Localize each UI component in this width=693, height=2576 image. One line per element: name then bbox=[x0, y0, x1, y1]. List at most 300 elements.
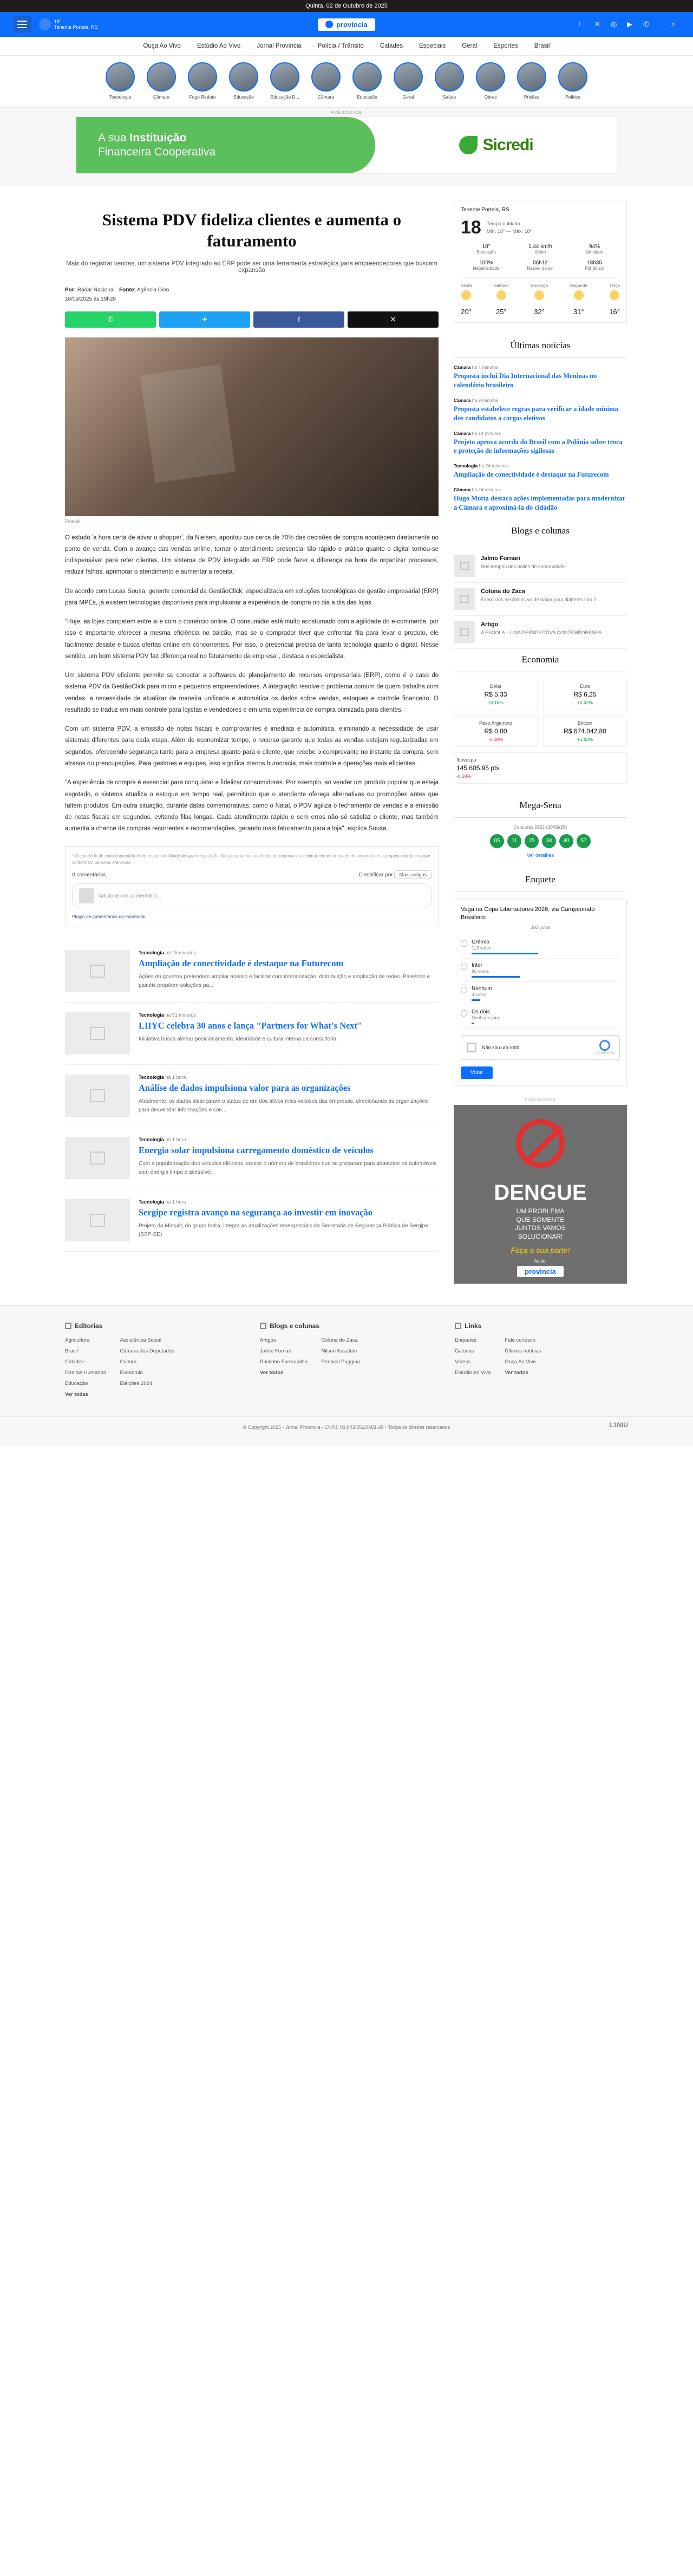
latest-news-heading: Últimas notícias bbox=[454, 335, 627, 358]
category-thumb-icon bbox=[435, 62, 464, 92]
footer-see-all-link[interactable]: Ver todas bbox=[65, 1391, 88, 1397]
poll-option[interactable] bbox=[461, 935, 620, 959]
list-item[interactable] bbox=[454, 431, 627, 456]
nav-item-0[interactable]: Ouça Ao Vivo bbox=[143, 43, 181, 49]
nav-item-3[interactable]: Polícia / Trânsito bbox=[317, 43, 364, 49]
radio-icon[interactable] bbox=[461, 964, 467, 970]
footer-title: Links bbox=[465, 1322, 482, 1330]
sun-icon bbox=[574, 290, 584, 300]
mega-sena-heading: Mega-Sena bbox=[454, 795, 627, 818]
article-paragraph: O estudo 'a hora certa de ativar o shopper', da Nielsen, apontou que cerca de 70% das decisões de compra acontecem diretamente no ponto de venda. Com o avanço das vendas online, tornar o atendimento presencial tão rápido e prático quanto o digital tornou-se indispensável para reter clientes. Um sistema de PDV integrado ao ERP pode fazer a diferença na hora de organizar processos, reduzir falhas, aprimorar o atendimento e aumentar a receita. bbox=[65, 534, 439, 576]
dengue-ad-cta: Faça a sua parte! bbox=[511, 1245, 570, 1254]
source-name: Agência Dino bbox=[136, 287, 169, 293]
forecast-day bbox=[461, 283, 472, 316]
list-item[interactable] bbox=[454, 550, 627, 583]
weather-feels-label: Sensação bbox=[476, 250, 496, 255]
related-news-list bbox=[65, 940, 439, 1252]
econ-name: Peso Argentino bbox=[479, 720, 513, 726]
x-share-button[interactable]: ✕ bbox=[348, 311, 439, 328]
list-item[interactable] bbox=[65, 1065, 439, 1127]
blog-desc: A ESCOLA – UMA PERSPECTIVA CONTEMPORÂNEA bbox=[481, 629, 602, 635]
news-title[interactable]: Ampliação de conectividade é destaque na Futurecom bbox=[139, 958, 344, 969]
forecast-day bbox=[609, 283, 620, 316]
footer-column-links bbox=[455, 1322, 628, 1402]
vote-button[interactable]: Votar bbox=[461, 1066, 493, 1079]
mega-ball: 40 bbox=[559, 834, 573, 848]
econ-item bbox=[543, 679, 627, 710]
poll-option[interactable] bbox=[461, 959, 620, 982]
news-title[interactable]: Energia solar impulsiona carregamento doméstico de veículos bbox=[139, 1145, 374, 1156]
article-subtitle: Mais do registrar vendas, um sistema PDV integrado ao ERP pode ser uma ferramenta estratégica para empreendedores que buscam expansão bbox=[66, 260, 437, 274]
blog-desc: Exercícios aeróbicos vo de baixo para diabetes tipo 2 bbox=[481, 596, 597, 602]
article-column bbox=[65, 200, 439, 1284]
category-label: Fogo Reduto bbox=[189, 94, 216, 100]
mega-sena-widget bbox=[454, 824, 627, 858]
nav-item-2[interactable]: Jornal Província bbox=[257, 43, 302, 49]
footer-link[interactable]: Eleições 2024 bbox=[120, 1380, 153, 1387]
weather-location: Tenente Portela, RS bbox=[461, 207, 509, 213]
category-item[interactable] bbox=[516, 62, 547, 100]
social-links bbox=[578, 20, 680, 29]
category-item[interactable] bbox=[228, 62, 259, 100]
poll-option-bar bbox=[472, 999, 480, 1001]
footer-link[interactable]: Ouça Ao Vivo bbox=[505, 1358, 536, 1365]
category-item[interactable] bbox=[557, 62, 589, 100]
image-placeholder-icon bbox=[460, 562, 469, 570]
econ-name: Euro bbox=[579, 683, 590, 689]
list-item[interactable] bbox=[65, 1127, 439, 1189]
category-label: Educação D... bbox=[270, 94, 299, 100]
list-item[interactable] bbox=[454, 487, 627, 512]
article-paragraph: "A experiência de compra é essencial para conquistar e fidelizar consumidores. Por exemplo, ao vender um produto popular que esteja esgotado, o sistema atualiza o estoque em tempo real, permitindo que o atendente ofereça alternativas ou promoções antes que faltem produtos. Em outra situação, durante datas comemorativas, como o Natal, o PDV agiliza o fechamento de vendas e a emissão de notas fiscais em segundos, evitando filas longas. Cada atendimento rápido e sem erros não só satisfaz o cliente, mas também aumenta a chance de compras recorrentes e recomendações, gerando mais faturamento para a loja", explica Sousa. bbox=[65, 779, 439, 832]
dengue-ad-line4: SOLUCIONAR! bbox=[518, 1233, 563, 1241]
side-news-time: há 24 minutos bbox=[472, 487, 501, 493]
radio-icon[interactable] bbox=[461, 1010, 467, 1017]
footer-link[interactable]: Agricultura bbox=[65, 1337, 90, 1343]
list-icon bbox=[65, 1323, 71, 1329]
footer-link[interactable]: Fale conosco bbox=[505, 1337, 535, 1343]
news-excerpt: Atualmente, os dados alcançaram o status de um dos ativos mais valiosos das empresas, direcionando as organizações para desvendar informações e con... bbox=[139, 1098, 428, 1113]
ad-line1: A sua bbox=[98, 131, 127, 144]
facebook-comments-plugin-link[interactable]: Plugin de comentários do Facebook bbox=[72, 914, 146, 920]
forecast-day bbox=[494, 283, 509, 316]
weather-humidity: 94% bbox=[589, 244, 600, 250]
footer-link[interactable]: Artigos bbox=[260, 1337, 276, 1343]
footer-link[interactable]: Assistência Social bbox=[120, 1337, 162, 1343]
side-news-title[interactable]: Hugo Motta destaca ações implementadas para modernizar a Câmara e aproximá-la do cidadão bbox=[454, 495, 626, 511]
category-item[interactable] bbox=[434, 62, 465, 100]
blog-avatar bbox=[454, 588, 475, 610]
checkbox-icon[interactable] bbox=[467, 1043, 476, 1052]
category-thumb-icon bbox=[229, 62, 258, 92]
list-item[interactable] bbox=[65, 1189, 439, 1252]
econ-name: Ibovespa bbox=[456, 757, 476, 763]
econ-change: +1,83% bbox=[577, 736, 593, 742]
weather-humidity-label: Umidade bbox=[585, 250, 603, 255]
site-footer bbox=[0, 1305, 693, 1446]
side-news-time: há 14 minutos bbox=[472, 430, 501, 436]
econ-name: Dólar bbox=[489, 683, 502, 689]
side-news-category: Câmara bbox=[454, 365, 471, 370]
poll-widget bbox=[454, 899, 627, 1086]
top-ad-banner[interactable] bbox=[76, 116, 617, 174]
footer-link[interactable]: Jalmo Fornari bbox=[260, 1348, 292, 1354]
news-excerpt: Projeto da Minsait, do grupo Indra, integra as atualizações emergenciais da Secretaria de Segurança Pública de Sergipe (SSP-SE) bbox=[139, 1222, 428, 1238]
main-navigation bbox=[0, 37, 693, 56]
category-label: Geral bbox=[402, 94, 414, 100]
avatar bbox=[79, 888, 94, 903]
forecast-day bbox=[570, 283, 587, 316]
footer-link[interactable]: Enquetes bbox=[455, 1337, 477, 1343]
category-thumb-icon bbox=[352, 62, 382, 92]
weather-feels: 18° bbox=[482, 244, 491, 250]
ad-copy bbox=[76, 117, 375, 173]
poll-option[interactable] bbox=[461, 982, 620, 1005]
list-item[interactable] bbox=[454, 463, 627, 479]
weather-condition: Tempo nublado bbox=[486, 221, 520, 226]
category-label: Saúde bbox=[442, 94, 456, 100]
news-category: Tecnologia bbox=[139, 1012, 164, 1018]
comment-input-placeholder[interactable]: Adicione um comentário... bbox=[99, 893, 161, 899]
forecast-day-label: Terça bbox=[609, 283, 620, 288]
facebook-share-button[interactable]: f bbox=[253, 311, 344, 328]
footer-title: Blogs e colunas bbox=[270, 1322, 320, 1330]
category-label: Política bbox=[565, 94, 580, 100]
list-item[interactable] bbox=[454, 365, 627, 390]
footer-link[interactable]: Paulinho Farroupilha bbox=[260, 1358, 308, 1365]
category-label: Câmara bbox=[153, 94, 170, 100]
poll-option[interactable] bbox=[461, 1005, 620, 1029]
side-news-category: Câmara bbox=[454, 430, 471, 436]
header-weather-city: Tenente Portela, RS bbox=[54, 24, 98, 30]
article-paragraph: De acordo com Lucas Sousa, gerente comercial da GestãoClick, especializada em soluções tecnológicas de gestão empresarial (ERP) para MPEs, já existem tecnologias disponíveis para impulsionar a experiência de compra no dia a dia das lojas. bbox=[65, 588, 439, 606]
cloud-icon bbox=[39, 18, 51, 30]
nav-item-8[interactable]: Brasil bbox=[534, 43, 550, 49]
instagram-icon[interactable]: ◎ bbox=[611, 20, 617, 28]
dengue-ad-sponsor: provincia bbox=[517, 1266, 564, 1277]
econ-item bbox=[454, 715, 538, 747]
economy-heading: Economia bbox=[454, 649, 627, 672]
econ-change: +0,18% bbox=[487, 699, 504, 705]
category-item[interactable] bbox=[146, 62, 177, 100]
header-weather-temp: 18° bbox=[54, 19, 62, 24]
nav-item-1[interactable]: Estúdio Ao Vivo bbox=[197, 43, 241, 49]
mega-ball: 57 bbox=[577, 834, 591, 848]
category-label: Tecnologia bbox=[109, 94, 132, 100]
poll-option-bar bbox=[472, 953, 538, 954]
weather-wind-label: Vento bbox=[534, 250, 546, 255]
mega-sena-details-link[interactable]: Ver detalhes bbox=[526, 852, 554, 858]
category-label: Educação bbox=[233, 94, 254, 100]
news-time: há 1 hora bbox=[165, 1075, 186, 1081]
site-logo[interactable] bbox=[318, 18, 375, 31]
category-item[interactable] bbox=[475, 62, 506, 100]
facebook-icon[interactable]: f bbox=[578, 20, 580, 28]
share-bar bbox=[65, 311, 439, 328]
weather-cloud-label: Nebulosidade bbox=[473, 266, 500, 271]
image-placeholder-icon bbox=[460, 628, 469, 636]
side-news-category: Câmara bbox=[454, 487, 471, 493]
sidebar bbox=[454, 200, 627, 1284]
category-thumb-icon bbox=[147, 62, 176, 92]
image-placeholder-icon bbox=[460, 595, 469, 603]
search-icon[interactable]: ⌕ bbox=[671, 20, 676, 28]
weather-sunrise-value: 06h12 bbox=[533, 260, 548, 266]
forecast-temp: 20° bbox=[461, 308, 472, 316]
youtube-icon[interactable]: ▶ bbox=[627, 20, 632, 28]
mega-sena-contest: Concurso 2921 (30/09/25) bbox=[513, 824, 567, 830]
forecast-temp: 31° bbox=[573, 308, 584, 316]
forecast-day bbox=[531, 283, 548, 316]
weather-wind: 1.44 km/h bbox=[528, 244, 552, 250]
cloud-icon bbox=[610, 290, 619, 300]
developer-credit[interactable]: L1NIU bbox=[609, 1421, 628, 1429]
blog-title[interactable]: Coluna do Zaca bbox=[481, 588, 525, 595]
footer-link[interactable]: Cidades bbox=[65, 1358, 84, 1365]
side-news-time: há 24 minutos bbox=[479, 463, 508, 469]
footer-see-all-link[interactable]: Ver todos bbox=[505, 1369, 528, 1376]
dengue-ad-title: DENGUE bbox=[494, 1181, 587, 1205]
blogs-heading: Blogs e colunas bbox=[454, 520, 627, 543]
side-news-category: Tecnologia bbox=[454, 463, 478, 469]
forecast-temp: 16° bbox=[609, 308, 620, 316]
dengue-ad-sponsor-label: Apoio: bbox=[534, 1258, 547, 1264]
top-date-bar bbox=[0, 0, 693, 12]
news-category: Tecnologia bbox=[139, 1199, 164, 1205]
category-thumb-icon bbox=[188, 62, 217, 92]
footer-link[interactable]: Direitos Humanos bbox=[65, 1369, 106, 1376]
author-label: Por: bbox=[65, 287, 76, 293]
poll-option-label: Nenhum bbox=[472, 985, 492, 992]
category-item[interactable] bbox=[187, 62, 218, 100]
side-news-title[interactable]: Ampliação de conectividade é destaque na Futurecom bbox=[454, 471, 609, 479]
poll-option-bar bbox=[472, 976, 520, 978]
image-placeholder-icon bbox=[90, 1089, 105, 1102]
recaptcha-brand: reCAPTCHA bbox=[596, 1040, 614, 1055]
current-date: Quinta, 02 de Outubro de 2025 bbox=[305, 3, 388, 9]
side-news-time: há 9 minutos bbox=[472, 397, 499, 403]
news-time: há 51 minutos bbox=[165, 1012, 196, 1018]
footer-link[interactable]: Brasil bbox=[65, 1348, 78, 1354]
forecast-day-label: Sábado bbox=[494, 283, 509, 288]
news-excerpt: Com a popularização dos veículos elétricos, cresce o número de brasileiros que se preparam para abastecer os automóveis com energia limpa e acessível. bbox=[139, 1160, 437, 1175]
news-title[interactable]: Sergipe registra avanço na segurança ao investir em inovação bbox=[139, 1207, 373, 1218]
weather-cloud-value: 100% bbox=[479, 260, 493, 266]
poll-option-count: 4 votos bbox=[472, 991, 487, 997]
category-thumb-icon bbox=[270, 62, 299, 92]
category-label: Prisões bbox=[524, 94, 540, 100]
link-icon bbox=[455, 1323, 461, 1329]
comments-sort-select[interactable]: Mais antigos bbox=[394, 870, 432, 879]
blog-avatar bbox=[454, 555, 475, 577]
list-item[interactable] bbox=[454, 583, 627, 616]
page-title: Sistema PDV fideliza clientes e aumenta o faturamento bbox=[102, 210, 402, 250]
nav-item-7[interactable]: Esportes bbox=[493, 43, 518, 49]
blog-avatar bbox=[454, 621, 475, 643]
footer-link[interactable]: Câmara dos Deputados bbox=[120, 1348, 174, 1354]
econ-item bbox=[543, 715, 627, 747]
footer-link[interactable]: Coluna do Zaca bbox=[321, 1337, 358, 1343]
econ-value: R$ 0,00 bbox=[484, 727, 507, 735]
forecast-day-label: Segunda bbox=[570, 283, 587, 288]
comments-section bbox=[65, 846, 439, 927]
footer-link[interactable]: Educação bbox=[65, 1380, 88, 1387]
poll-option-label: Os dois bbox=[472, 1009, 490, 1015]
news-thumbnail bbox=[65, 1075, 130, 1117]
list-item[interactable] bbox=[454, 398, 627, 423]
news-category: Tecnologia bbox=[139, 1137, 164, 1143]
comment-input-row[interactable] bbox=[72, 883, 432, 908]
list-item[interactable] bbox=[65, 940, 439, 1003]
recaptcha-icon bbox=[599, 1040, 610, 1051]
nav-item-5[interactable]: Especiais bbox=[419, 43, 446, 49]
footer-link[interactable]: Economia bbox=[120, 1369, 143, 1376]
forecast-day-label: Domingo bbox=[531, 283, 548, 288]
dengue-ad-line1: UM PROBLEMA bbox=[516, 1207, 565, 1215]
econ-value: R$ 674.042,80 bbox=[564, 727, 606, 735]
byline bbox=[65, 285, 439, 304]
image-credit: Freepik bbox=[65, 518, 81, 524]
blog-desc: Nos tempos dos bailes de comunidade bbox=[481, 563, 565, 569]
news-excerpt: Ações do governo pretendem ampliar acesso e facilitar com interiorização, distribuição e ampliação de redes. Palestras e painéis propõem soluções pa... bbox=[139, 973, 430, 988]
logo-text: provincia bbox=[336, 20, 368, 29]
forecast-temp: 32° bbox=[534, 308, 545, 316]
footer-title: Editorias bbox=[75, 1322, 103, 1330]
category-label: Educação bbox=[357, 94, 377, 100]
news-excerpt: Iniciativa busca alinhar posicionamento, identidade e cultura interna da consultoria. bbox=[139, 1036, 338, 1042]
news-title[interactable]: LIIYC celebra 30 anos e lança "Partners for What's Next" bbox=[139, 1020, 363, 1031]
footer-column-editorias bbox=[65, 1322, 238, 1402]
category-thumb-icon bbox=[106, 62, 135, 92]
weather-range: Mín. 18° — Máx. 18° bbox=[486, 228, 532, 234]
econ-value: R$ 5,33 bbox=[484, 690, 507, 698]
source-label: Fonte: bbox=[119, 287, 136, 293]
image-placeholder-icon bbox=[90, 1214, 105, 1227]
article-paragraph: Com um sistema PDV, a emissão de notas fiscais e comprovantes é imediata e automática, eliminando a necessidade de usar sistemas diferentes para cada etapa. Além de economizar tempo, o recurso garante que todas as vendas estejam regularizadas em segundos, oferecendo segurança tanto para a empresa quanto para o cliente, que recebe o comprovante no instante da compra, sem atrasos ou preocupações. Para gestores e equipes, isso significa menos burocracia, mais controle e operações mais eficientes. bbox=[65, 726, 439, 767]
nav-item-6[interactable]: Geral bbox=[462, 43, 478, 49]
footer-column-blogs bbox=[260, 1322, 433, 1402]
poll-option-bar bbox=[472, 1023, 474, 1024]
poll-option-label: Inter bbox=[472, 962, 483, 968]
article-paragraph: "Hoje, as lojas competem entre si e com o comércio online. O consumidor está muito acostumado com a agilidade do e-commerce, por isso é importante oferecer a mesma eficiência no balcão, mas se o comprador tiver que enfrentar fila para levar o produto, ele facilmente desiste e busca ofertas online em concorrentes. Por isso, o presencial precisa de tanta tecnologia quanto o digital. Nesse sentido, um bom sistema PDV faz diferença real no faturamento da empresa", destaca o especialista. bbox=[65, 619, 439, 660]
menu-toggle-button[interactable] bbox=[13, 16, 31, 32]
category-item[interactable] bbox=[269, 62, 300, 100]
publish-date: 18/09/2025 às 19h28 bbox=[65, 296, 116, 302]
blog-title[interactable]: Artigo bbox=[481, 621, 499, 628]
category-thumb-icon bbox=[558, 62, 587, 92]
footer-link[interactable]: Estúdio Ao Vivo bbox=[455, 1369, 491, 1376]
mega-ball: 11 bbox=[507, 834, 521, 848]
category-item[interactable] bbox=[104, 62, 136, 100]
hero-image-block bbox=[65, 337, 439, 532]
weather-widget bbox=[454, 200, 627, 323]
econ-item bbox=[454, 679, 538, 710]
weather-sunrise-label: Nascer do sol bbox=[527, 266, 554, 271]
blog-title[interactable]: Jalmo Fornari bbox=[481, 555, 520, 562]
ad-label: PUBLICIDADE bbox=[525, 1097, 556, 1102]
weather-sunset-value: 18h35 bbox=[587, 260, 602, 266]
poll-option-count: 112 votos bbox=[472, 945, 492, 951]
econ-change: -0,68% bbox=[456, 773, 471, 779]
comments-count: 0 comentários bbox=[72, 872, 106, 879]
whatsapp-icon[interactable]: ✆ bbox=[643, 20, 649, 28]
footer-link[interactable]: Cultura bbox=[120, 1358, 137, 1365]
news-thumbnail bbox=[65, 1199, 130, 1241]
recaptcha-label: Não sou um robô bbox=[482, 1044, 520, 1050]
footer-link[interactable]: Galerias bbox=[455, 1348, 474, 1354]
x-icon[interactable]: ✕ bbox=[594, 20, 600, 28]
ad-brand-name: Sicredi bbox=[482, 136, 533, 154]
poll-option-count: 86 votos bbox=[472, 968, 489, 974]
comment-icon bbox=[260, 1323, 266, 1329]
econ-change: -0,00% bbox=[488, 736, 503, 742]
category-thumb-icon bbox=[517, 62, 546, 92]
nav-item-4[interactable]: Cidades bbox=[380, 43, 403, 49]
category-item[interactable] bbox=[310, 62, 342, 100]
poll-option-count: Nenhum voto bbox=[472, 1014, 499, 1020]
category-thumb-icon bbox=[394, 62, 423, 92]
econ-value: 145.605,95 pts bbox=[456, 764, 500, 772]
footer-see-all-link[interactable]: Ver todos bbox=[260, 1369, 284, 1376]
econ-item bbox=[454, 752, 627, 784]
recaptcha-widget[interactable] bbox=[461, 1035, 620, 1060]
footer-link[interactable]: Nilson Kasztein bbox=[321, 1348, 357, 1354]
econ-name: Bitcoin bbox=[577, 720, 592, 726]
whatsapp-share-button[interactable]: ✆ bbox=[65, 311, 156, 328]
ad-brand bbox=[375, 117, 617, 173]
category-item[interactable] bbox=[393, 62, 424, 100]
footer-link[interactable]: Últimas notícias bbox=[505, 1348, 541, 1354]
header-weather[interactable] bbox=[39, 18, 98, 30]
weather-temperature: 18 bbox=[461, 217, 481, 238]
category-label: Obras bbox=[484, 94, 497, 100]
footer-link[interactable]: Vídeos bbox=[455, 1358, 471, 1365]
poll-heading: Enquete bbox=[454, 869, 627, 892]
forecast-temp: 25° bbox=[495, 308, 507, 316]
comments-disclaimer: * O conteúdo de cada comentário é de responsabilidade de quem registrá-lo. Nos reservamos ao direito de reprovar ou eliminar comentários em desacordo com a proposta do site ou que contenham palavras ofensivas bbox=[72, 853, 430, 866]
image-placeholder-icon bbox=[90, 1152, 105, 1165]
side-news-title[interactable]: Projeto aprova acordo do Brasil com a Polônia sobre troca e proteção de informações sigilosas bbox=[454, 438, 623, 455]
news-category: Tecnologia bbox=[139, 950, 164, 956]
poll-option-label: Grêmio bbox=[472, 939, 489, 945]
list-item[interactable] bbox=[65, 1003, 439, 1065]
news-thumbnail bbox=[65, 1012, 130, 1055]
news-time: há 1 hora bbox=[165, 1137, 186, 1143]
copyright-text: © Copyright 2025 - Jornal Província - CNPJ: 03.043.551/0001-20 - Todos os direitos reservados bbox=[243, 1424, 450, 1430]
side-news-time: há 4 minutos bbox=[472, 365, 499, 370]
dengue-ad[interactable] bbox=[454, 1105, 627, 1284]
radio-icon[interactable] bbox=[461, 987, 467, 993]
news-thumbnail bbox=[65, 950, 130, 992]
image-placeholder-icon bbox=[90, 1027, 105, 1040]
twitter-share-button[interactable]: ✈ bbox=[159, 311, 250, 328]
radio-icon[interactable] bbox=[461, 940, 467, 947]
sun-icon bbox=[496, 290, 506, 300]
news-title[interactable]: Análise de dados impulsiona valor para as organizações bbox=[139, 1083, 351, 1094]
category-item[interactable] bbox=[351, 62, 383, 100]
sun-icon bbox=[461, 290, 471, 300]
category-stories bbox=[0, 56, 693, 108]
side-news-title[interactable]: Proposta inclui Dia Internacional das Meninas no calendário brasileiro bbox=[454, 372, 597, 389]
sort-label: Classificar por bbox=[358, 872, 393, 879]
footer-link[interactable]: Percival Puggina bbox=[321, 1358, 360, 1365]
side-news-title[interactable]: Proposta estabelece regras para verificar a idade mínima dos candidatos a cargos eletivos bbox=[454, 405, 618, 422]
ad-label: PUBLICIDADE bbox=[0, 108, 693, 116]
weather-sunset-label: Pôr do sol bbox=[584, 266, 605, 271]
list-item[interactable] bbox=[454, 616, 627, 649]
mega-ball: 05 bbox=[490, 834, 504, 848]
news-thumbnail bbox=[65, 1137, 130, 1179]
